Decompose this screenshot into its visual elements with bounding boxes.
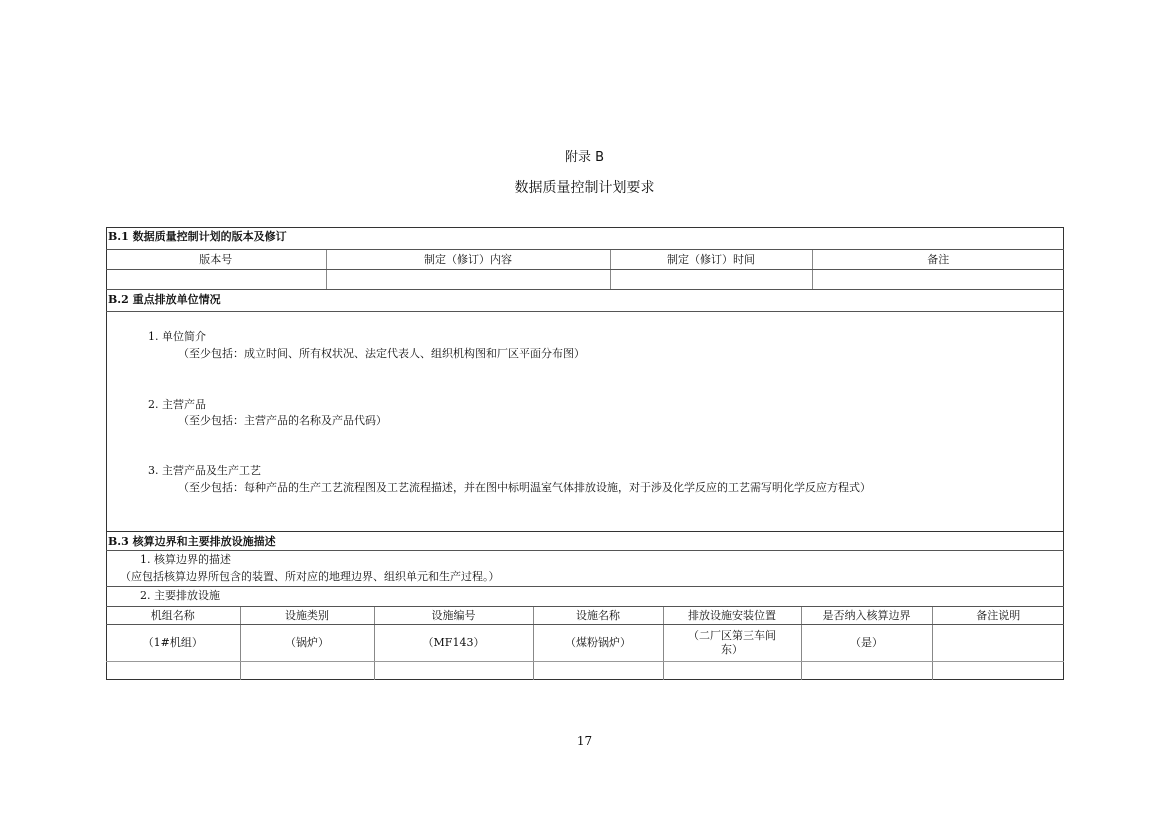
b3-header-row — [106, 606, 1064, 624]
cell[interactable] — [326, 270, 610, 289]
cell[interactable] — [932, 662, 1064, 680]
b2-item-2-title: 2. 主营产品 — [148, 398, 206, 411]
col-facility-name: 设施名称 — [533, 607, 663, 624]
col-version: 版本号 — [199, 252, 233, 266]
col-remark: 备注 — [812, 250, 1064, 269]
b2-item-2-note: （至少包括：主营产品的名称及产品代码） — [178, 414, 387, 427]
b3-item-2-title: 2. 主要排放设施 — [140, 589, 220, 602]
cell[interactable]: （1#机组） — [142, 636, 203, 649]
cell[interactable] — [533, 662, 663, 680]
col-content: 制定（修订）内容 — [326, 250, 610, 269]
col-facility-type: 设施类别 — [240, 607, 374, 624]
cell[interactable] — [932, 625, 1064, 661]
b3-item-1 — [106, 550, 1064, 586]
cell[interactable] — [374, 662, 533, 680]
b1-header-row — [106, 249, 1064, 269]
cell[interactable] — [812, 270, 1064, 289]
col-facility-code: 设施编号 — [374, 607, 533, 624]
page-number: 17 — [576, 734, 593, 748]
b3-item-2 — [106, 586, 1064, 606]
col-time: 制定（修订）时间 — [610, 250, 812, 269]
b2-item-1-note: （至少包括：成立时间、所有权状况、法定代表人、组织机构图和厂区平面分布图） — [178, 347, 585, 360]
cell[interactable]: （二厂区第三车间东） — [663, 625, 801, 661]
cell[interactable] — [106, 662, 240, 680]
col-in-boundary: 是否纳入核算边界 — [801, 607, 932, 624]
appendix-title: 附录 B — [564, 150, 605, 165]
document-title: 数据质量控制计划要求 — [514, 180, 655, 196]
col-notes: 备注说明 — [932, 607, 1064, 624]
cell[interactable]: （是） — [801, 625, 932, 661]
cell[interactable] — [240, 662, 374, 680]
b1-heading: B.1 数据质量控制计划的版本及修订 — [108, 230, 287, 243]
b2-item-1-title: 1. 单位简介 — [148, 330, 206, 343]
b3-item-1-title: 1. 核算边界的描述 — [140, 553, 231, 566]
cell[interactable]: （锅炉） — [240, 625, 374, 661]
col-location: 排放设施安装位置 — [663, 607, 801, 624]
b3-item-1-note: （应包括核算边界所包含的装置、所对应的地理边界、组织单元和生产过程。） — [120, 570, 500, 583]
col-unit-name: 机组名称 — [150, 608, 195, 622]
b2-item-3-title: 3. 主营产品及生产工艺 — [148, 464, 261, 477]
b1-empty-row — [106, 269, 1064, 289]
cell[interactable] — [801, 662, 932, 680]
b2-heading: B.2 重点排放单位情况 — [106, 289, 1064, 311]
cell[interactable] — [610, 270, 812, 289]
cell[interactable]: （MF143） — [374, 625, 533, 661]
b3-empty-row — [106, 661, 1064, 680]
b3-example-row — [106, 624, 1064, 661]
b3-heading: B.3 核算边界和主要排放设施描述 — [106, 531, 1064, 550]
cell[interactable] — [106, 270, 326, 289]
cell[interactable]: （煤粉锅炉） — [533, 625, 663, 661]
b2-item-3-note: （至少包括：每种产品的生产工艺流程图及工艺流程描述，并在图中标明温室气体排放设施，对于涉及化学反应的工艺需写明化学反应方程式） — [178, 481, 871, 494]
cell[interactable] — [663, 662, 801, 680]
